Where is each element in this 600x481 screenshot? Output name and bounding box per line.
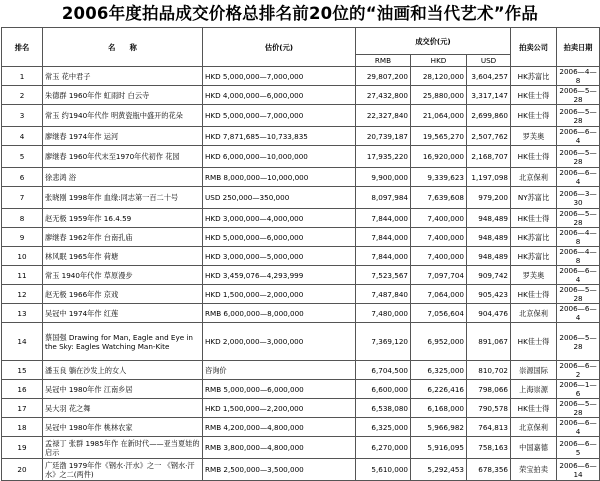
cell-date: 2006—5—28 xyxy=(557,105,600,127)
cell-date: 2006—6—2 xyxy=(557,361,600,380)
cell-name: 廖继春 1960年代末至1970年代初作 花园 xyxy=(43,146,203,168)
cell-hkd: 5,916,095 xyxy=(411,437,467,459)
cell-rmb: 22,327,840 xyxy=(356,105,411,127)
cell-rmb: 29,807,200 xyxy=(356,67,411,86)
cell-house: HK佳士得 xyxy=(511,209,557,228)
cell-name: 常玉 1940年代作 草原漫步 xyxy=(43,266,203,285)
cell-date: 2006—6—4 xyxy=(557,266,600,285)
table-row xyxy=(2,105,600,127)
header-usd: USD xyxy=(467,55,511,67)
cell-name: 吴冠中 1980年作 桃林农家 xyxy=(43,418,203,437)
cell-rank: 4 xyxy=(2,127,43,146)
cell-rank: 7 xyxy=(2,187,43,209)
cell-house: HK佳士得 xyxy=(511,323,557,361)
cell-name: 吴冠中 1974年作 红莲 xyxy=(43,304,203,323)
cell-name: 朱德群 1960年作 虹雨时 白云寺 xyxy=(43,86,203,105)
cell-date: 2006—5—28 xyxy=(557,86,600,105)
cell-name: 廖继春 1974年作 运河 xyxy=(43,127,203,146)
cell-name: 吴冠中 1980年作 江南乡居 xyxy=(43,380,203,399)
cell-house: HK苏富比 xyxy=(511,247,557,266)
cell-date: 2006—5—28 xyxy=(557,209,600,228)
cell-usd: 2,699,860 xyxy=(467,105,511,127)
cell-name: 孟禄丁 张群 1985年作 在新时代——亚当夏娃的启示 xyxy=(43,437,203,459)
header-date: 拍卖日期 xyxy=(557,28,600,67)
cell-rank: 11 xyxy=(2,266,43,285)
cell-usd: 904,476 xyxy=(467,304,511,323)
cell-hkd: 7,064,000 xyxy=(411,285,467,304)
cell-date: 2006—6—14 xyxy=(557,459,600,481)
cell-date: 2006—6—4 xyxy=(557,418,600,437)
cell-name: 林风眠 1965年作 荷塘 xyxy=(43,247,203,266)
cell-rmb: 7,844,000 xyxy=(356,247,411,266)
cell-house: 上海崇源 xyxy=(511,380,557,399)
cell-house: 罗芙奥 xyxy=(511,266,557,285)
table-row xyxy=(2,228,600,247)
table-row xyxy=(2,418,600,437)
cell-estimate: HKD 3,459,076—4,293,999 xyxy=(203,266,356,285)
table-row xyxy=(2,86,600,105)
cell-name: 张晓刚 1998年作 血缘:同志第一百二十号 xyxy=(43,187,203,209)
cell-date: 2006—5—28 xyxy=(557,146,600,168)
cell-date: 2006—3—30 xyxy=(557,187,600,209)
cell-hkd: 7,639,608 xyxy=(411,187,467,209)
table-row xyxy=(2,67,600,86)
cell-rmb: 6,270,000 xyxy=(356,437,411,459)
cell-rmb: 6,704,500 xyxy=(356,361,411,380)
cell-rmb: 7,487,840 xyxy=(356,285,411,304)
cell-house: 荣宝拍卖 xyxy=(511,459,557,481)
ranking-table xyxy=(1,27,600,481)
cell-rmb: 6,600,000 xyxy=(356,380,411,399)
cell-usd: 891,067 xyxy=(467,323,511,361)
cell-estimate: RMB 2,500,000—3,500,000 xyxy=(203,459,356,481)
cell-house: 崇源国际 xyxy=(511,361,557,380)
cell-date: 2006—6—4 xyxy=(557,304,600,323)
cell-date: 2006—6—5 xyxy=(557,437,600,459)
cell-rmb: 7,369,120 xyxy=(356,323,411,361)
cell-estimate: RMB 5,000,000—6,000,000 xyxy=(203,380,356,399)
cell-usd: 948,489 xyxy=(467,209,511,228)
table-row xyxy=(2,459,600,481)
cell-hkd: 5,292,453 xyxy=(411,459,467,481)
table-row xyxy=(2,304,600,323)
cell-hkd: 7,056,604 xyxy=(411,304,467,323)
table-row xyxy=(2,266,600,285)
cell-rmb: 17,935,220 xyxy=(356,146,411,168)
cell-rmb: 6,538,080 xyxy=(356,399,411,418)
cell-usd: 948,489 xyxy=(467,228,511,247)
cell-estimate: HKD 1,500,000—2,200,000 xyxy=(203,399,356,418)
header-estimate: 估价(元) xyxy=(203,28,356,67)
cell-date: 2006—5—28 xyxy=(557,285,600,304)
cell-name: 蔡国强 Drawing for Man, Eagle and Eye in the Sky: Eagles Watching Man-Kite xyxy=(43,323,203,361)
cell-rank: 18 xyxy=(2,418,43,437)
cell-estimate: USD 250,000—350,000 xyxy=(203,187,356,209)
cell-house: 罗芙奥 xyxy=(511,127,557,146)
cell-rank: 19 xyxy=(2,437,43,459)
cell-rank: 10 xyxy=(2,247,43,266)
cell-estimate: HKD 5,000,000—7,000,000 xyxy=(203,67,356,86)
cell-hkd: 16,920,000 xyxy=(411,146,467,168)
cell-house: HK佳士得 xyxy=(511,399,557,418)
cell-usd: 1,197,098 xyxy=(467,168,511,187)
cell-hkd: 6,325,000 xyxy=(411,361,467,380)
cell-rank: 16 xyxy=(2,380,43,399)
cell-estimate: HKD 5,000,000—7,000,000 xyxy=(203,105,356,127)
cell-name: 常玉 约1940年代作 明黄瓷瓶中盛开的花朵 xyxy=(43,105,203,127)
table-row xyxy=(2,247,600,266)
cell-hkd: 25,880,000 xyxy=(411,86,467,105)
cell-usd: 758,163 xyxy=(467,437,511,459)
table-row xyxy=(2,209,600,228)
cell-hkd: 7,400,000 xyxy=(411,228,467,247)
page-title: 2006年度拍品成交价格总排名前20位的“油画和当代艺术”作品 xyxy=(61,4,539,23)
cell-estimate: RMB 4,200,000—4,800,000 xyxy=(203,418,356,437)
cell-estimate: HKD 3,000,000—5,000,000 xyxy=(203,247,356,266)
table-row xyxy=(2,187,600,209)
cell-rmb: 9,900,000 xyxy=(356,168,411,187)
cell-usd: 810,702 xyxy=(467,361,511,380)
cell-usd: 2,168,707 xyxy=(467,146,511,168)
cell-rmb: 27,432,800 xyxy=(356,86,411,105)
cell-rank: 3 xyxy=(2,105,43,127)
header-name: 名 称 xyxy=(43,28,203,67)
table-body xyxy=(2,67,600,481)
cell-house: HK苏富比 xyxy=(511,67,557,86)
cell-rank: 9 xyxy=(2,228,43,247)
cell-rank: 2 xyxy=(2,86,43,105)
cell-estimate: HKD 1,500,000—2,000,000 xyxy=(203,285,356,304)
cell-hkd: 5,966,982 xyxy=(411,418,467,437)
cell-date: 2006—5—28 xyxy=(557,323,600,361)
header-rank: 排名 xyxy=(2,28,43,67)
cell-date: 2006—4—8 xyxy=(557,228,600,247)
cell-rmb: 8,097,984 xyxy=(356,187,411,209)
cell-rmb: 5,610,000 xyxy=(356,459,411,481)
cell-estimate: RMB 8,000,000—10,000,000 xyxy=(203,168,356,187)
cell-usd: 2,507,762 xyxy=(467,127,511,146)
cell-rank: 17 xyxy=(2,399,43,418)
cell-rank: 12 xyxy=(2,285,43,304)
cell-rank: 8 xyxy=(2,209,43,228)
cell-date: 2006—4—8 xyxy=(557,67,600,86)
cell-usd: 979,200 xyxy=(467,187,511,209)
cell-hkd: 28,120,000 xyxy=(411,67,467,86)
cell-name: 赵无极 1966年作 京戏 xyxy=(43,285,203,304)
cell-estimate: HKD 4,000,000—6,000,000 xyxy=(203,86,356,105)
table-row xyxy=(2,437,600,459)
cell-rmb: 20,739,187 xyxy=(356,127,411,146)
header-hkd: HKD xyxy=(411,55,467,67)
cell-estimate: HKD 3,000,000—4,000,000 xyxy=(203,209,356,228)
cell-estimate: 咨询价 xyxy=(203,361,356,380)
cell-rank: 14 xyxy=(2,323,43,361)
table-row xyxy=(2,127,600,146)
cell-name: 广廷渤 1979年作《钢水·汗水》之一 《钢水·汗水》之二(两件) xyxy=(43,459,203,481)
cell-hkd: 9,339,623 xyxy=(411,168,467,187)
cell-house: HK佳士得 xyxy=(511,285,557,304)
table-row xyxy=(2,168,600,187)
cell-house: HK佳士得 xyxy=(511,146,557,168)
cell-rank: 15 xyxy=(2,361,43,380)
cell-house: 北京保利 xyxy=(511,168,557,187)
cell-hkd: 21,064,000 xyxy=(411,105,467,127)
cell-estimate: HKD 5,000,000—6,000,000 xyxy=(203,228,356,247)
table-row xyxy=(2,399,600,418)
cell-house: HK佳士得 xyxy=(511,86,557,105)
cell-rank: 13 xyxy=(2,304,43,323)
cell-house: HK苏富比 xyxy=(511,228,557,247)
cell-rmb: 7,844,000 xyxy=(356,209,411,228)
cell-date: 2006—6—4 xyxy=(557,127,600,146)
cell-usd: 798,066 xyxy=(467,380,511,399)
cell-rank: 20 xyxy=(2,459,43,481)
cell-date: 2006—1—6 xyxy=(557,380,600,399)
cell-date: 2006—6—4 xyxy=(557,168,600,187)
cell-usd: 948,489 xyxy=(467,247,511,266)
header-price: 成交价(元) xyxy=(356,28,511,55)
cell-rmb: 7,844,000 xyxy=(356,228,411,247)
cell-hkd: 7,400,000 xyxy=(411,209,467,228)
cell-rank: 5 xyxy=(2,146,43,168)
cell-hkd: 6,952,000 xyxy=(411,323,467,361)
cell-usd: 909,742 xyxy=(467,266,511,285)
cell-estimate: HKD 6,000,000—10,000,000 xyxy=(203,146,356,168)
cell-hkd: 7,097,704 xyxy=(411,266,467,285)
cell-date: 2006—5—28 xyxy=(557,399,600,418)
header-house: 拍卖公司 xyxy=(511,28,557,67)
cell-rmb: 6,325,000 xyxy=(356,418,411,437)
cell-rmb: 7,523,567 xyxy=(356,266,411,285)
cell-house: 北京保利 xyxy=(511,304,557,323)
cell-hkd: 6,168,000 xyxy=(411,399,467,418)
cell-rank: 6 xyxy=(2,168,43,187)
header-rmb: RMB xyxy=(356,55,411,67)
table-row xyxy=(2,146,600,168)
cell-usd: 764,813 xyxy=(467,418,511,437)
cell-rmb: 7,480,000 xyxy=(356,304,411,323)
cell-house: 中国嘉德 xyxy=(511,437,557,459)
cell-estimate: RMB 6,000,000—8,000,000 xyxy=(203,304,356,323)
cell-name: 赵无极 1959年作 16.4.59 xyxy=(43,209,203,228)
cell-usd: 905,423 xyxy=(467,285,511,304)
cell-usd: 790,578 xyxy=(467,399,511,418)
cell-house: NY苏富比 xyxy=(511,187,557,209)
cell-house: 北京保利 xyxy=(511,418,557,437)
table-row xyxy=(2,380,600,399)
table-row xyxy=(2,323,600,361)
cell-name: 常玉 花中君子 xyxy=(43,67,203,86)
cell-date: 2006—4—8 xyxy=(557,247,600,266)
cell-usd: 3,317,147 xyxy=(467,86,511,105)
cell-name: 潘玉良 躺在沙发上的女人 xyxy=(43,361,203,380)
cell-estimate: HKD 2,000,000—3,000,000 xyxy=(203,323,356,361)
cell-house: HK佳士得 xyxy=(511,105,557,127)
cell-hkd: 19,565,270 xyxy=(411,127,467,146)
cell-usd: 3,604,257 xyxy=(467,67,511,86)
cell-hkd: 6,226,416 xyxy=(411,380,467,399)
cell-rank: 1 xyxy=(2,67,43,86)
cell-name: 廖继春 1962年作 台南孔庙 xyxy=(43,228,203,247)
cell-estimate: RMB 3,800,000—4,800,000 xyxy=(203,437,356,459)
table-row xyxy=(2,361,600,380)
cell-name: 吴大羽 花之舞 xyxy=(43,399,203,418)
cell-name: 徐悲鸿 浴 xyxy=(43,168,203,187)
cell-estimate: HKD 7,871,685—10,733,835 xyxy=(203,127,356,146)
table-row xyxy=(2,285,600,304)
cell-usd: 678,356 xyxy=(467,459,511,481)
cell-hkd: 7,400,000 xyxy=(411,247,467,266)
